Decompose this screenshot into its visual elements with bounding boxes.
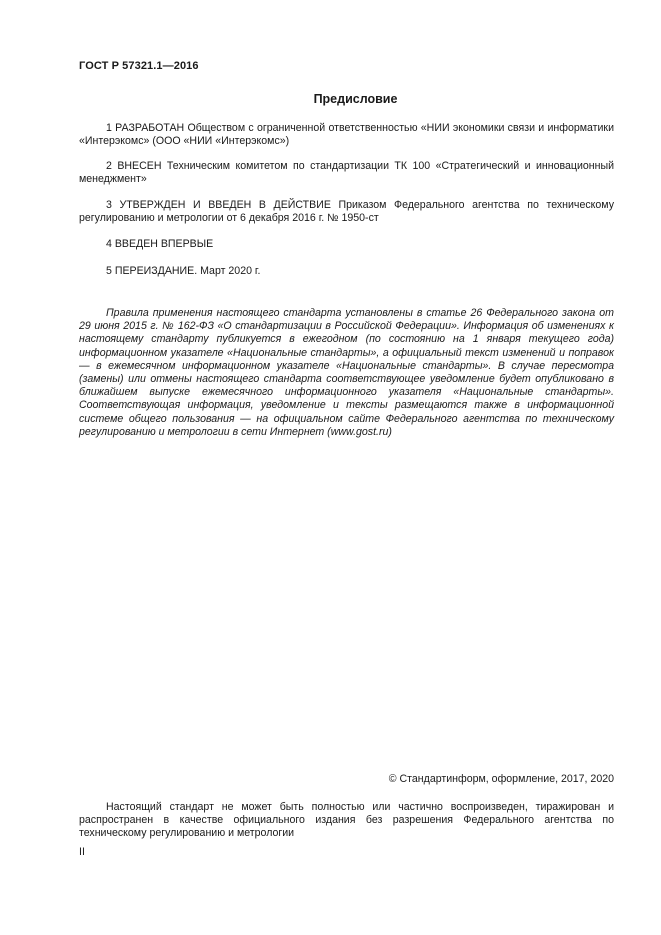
copyright-line: © Стандартинформ, оформление, 2017, 2020 bbox=[388, 773, 614, 785]
reproduction-notice: Настоящий стандарт не может быть полностью или частично воспроизведен, тиражирован и распространен в качестве официального издания без разрешения Федерального агентства по техническому регулированию и метрологии bbox=[79, 801, 614, 839]
foreword-item-3: 3 УТВЕРЖДЕН И ВВЕДЕН В ДЕЙСТВИЕ Приказом Федерального агентства по техническому регулированию и метрологии от 6 декабря 2016 г. № 1950-ст bbox=[79, 199, 614, 224]
foreword-item-2: 2 ВНЕСЕН Техническим комитетом по стандартизации ТК 100 «Стратегический и инновационный менеджмент» bbox=[79, 160, 614, 185]
foreword-item-4: 4 ВВЕДЕН ВПЕРВЫЕ bbox=[106, 238, 214, 250]
rules-notice: Правила применения настоящего стандарта установлены в статье 26 Федерального закона от 29 июня 2015 г. № 162-ФЗ «О стандартизации в Российской Федерации». Информация об изменениях к настоящему стандарту публикуется в ежегодном (по состоянию на 1 января текущего года) информационном указателе «Национальные стандарты», а официальный текст изменений и поправок — в ежемесячном информационном указателе «Национальные стандарты». В случае пересмотра (замены) или отмены настоящего стандарта соответствующее уведомление будет опубликовано в ближайшем выпуске ежемесячного информационного указателя «Национальные стандарты». Соответствующая информация, уведомление и тексты размещаются также в информационной системе общего пользования — на официальном сайте Федерального агентства по техническому регулированию и метрологии в сети Интернет (www.gost.ru) bbox=[79, 307, 614, 438]
foreword-item-5: 5 ПЕРЕИЗДАНИЕ. Март 2020 г. bbox=[106, 265, 261, 277]
section-title: Предисловие bbox=[313, 92, 398, 106]
page-number: II bbox=[79, 846, 85, 858]
foreword-item-1: 1 РАЗРАБОТАН Обществом с ограниченной ответственностью «НИИ экономики связи и информатики «Интерэкомс» (ООО «НИИ «Интерэкомс») bbox=[79, 122, 614, 147]
standard-code: ГОСТ Р 57321.1—2016 bbox=[79, 60, 199, 72]
